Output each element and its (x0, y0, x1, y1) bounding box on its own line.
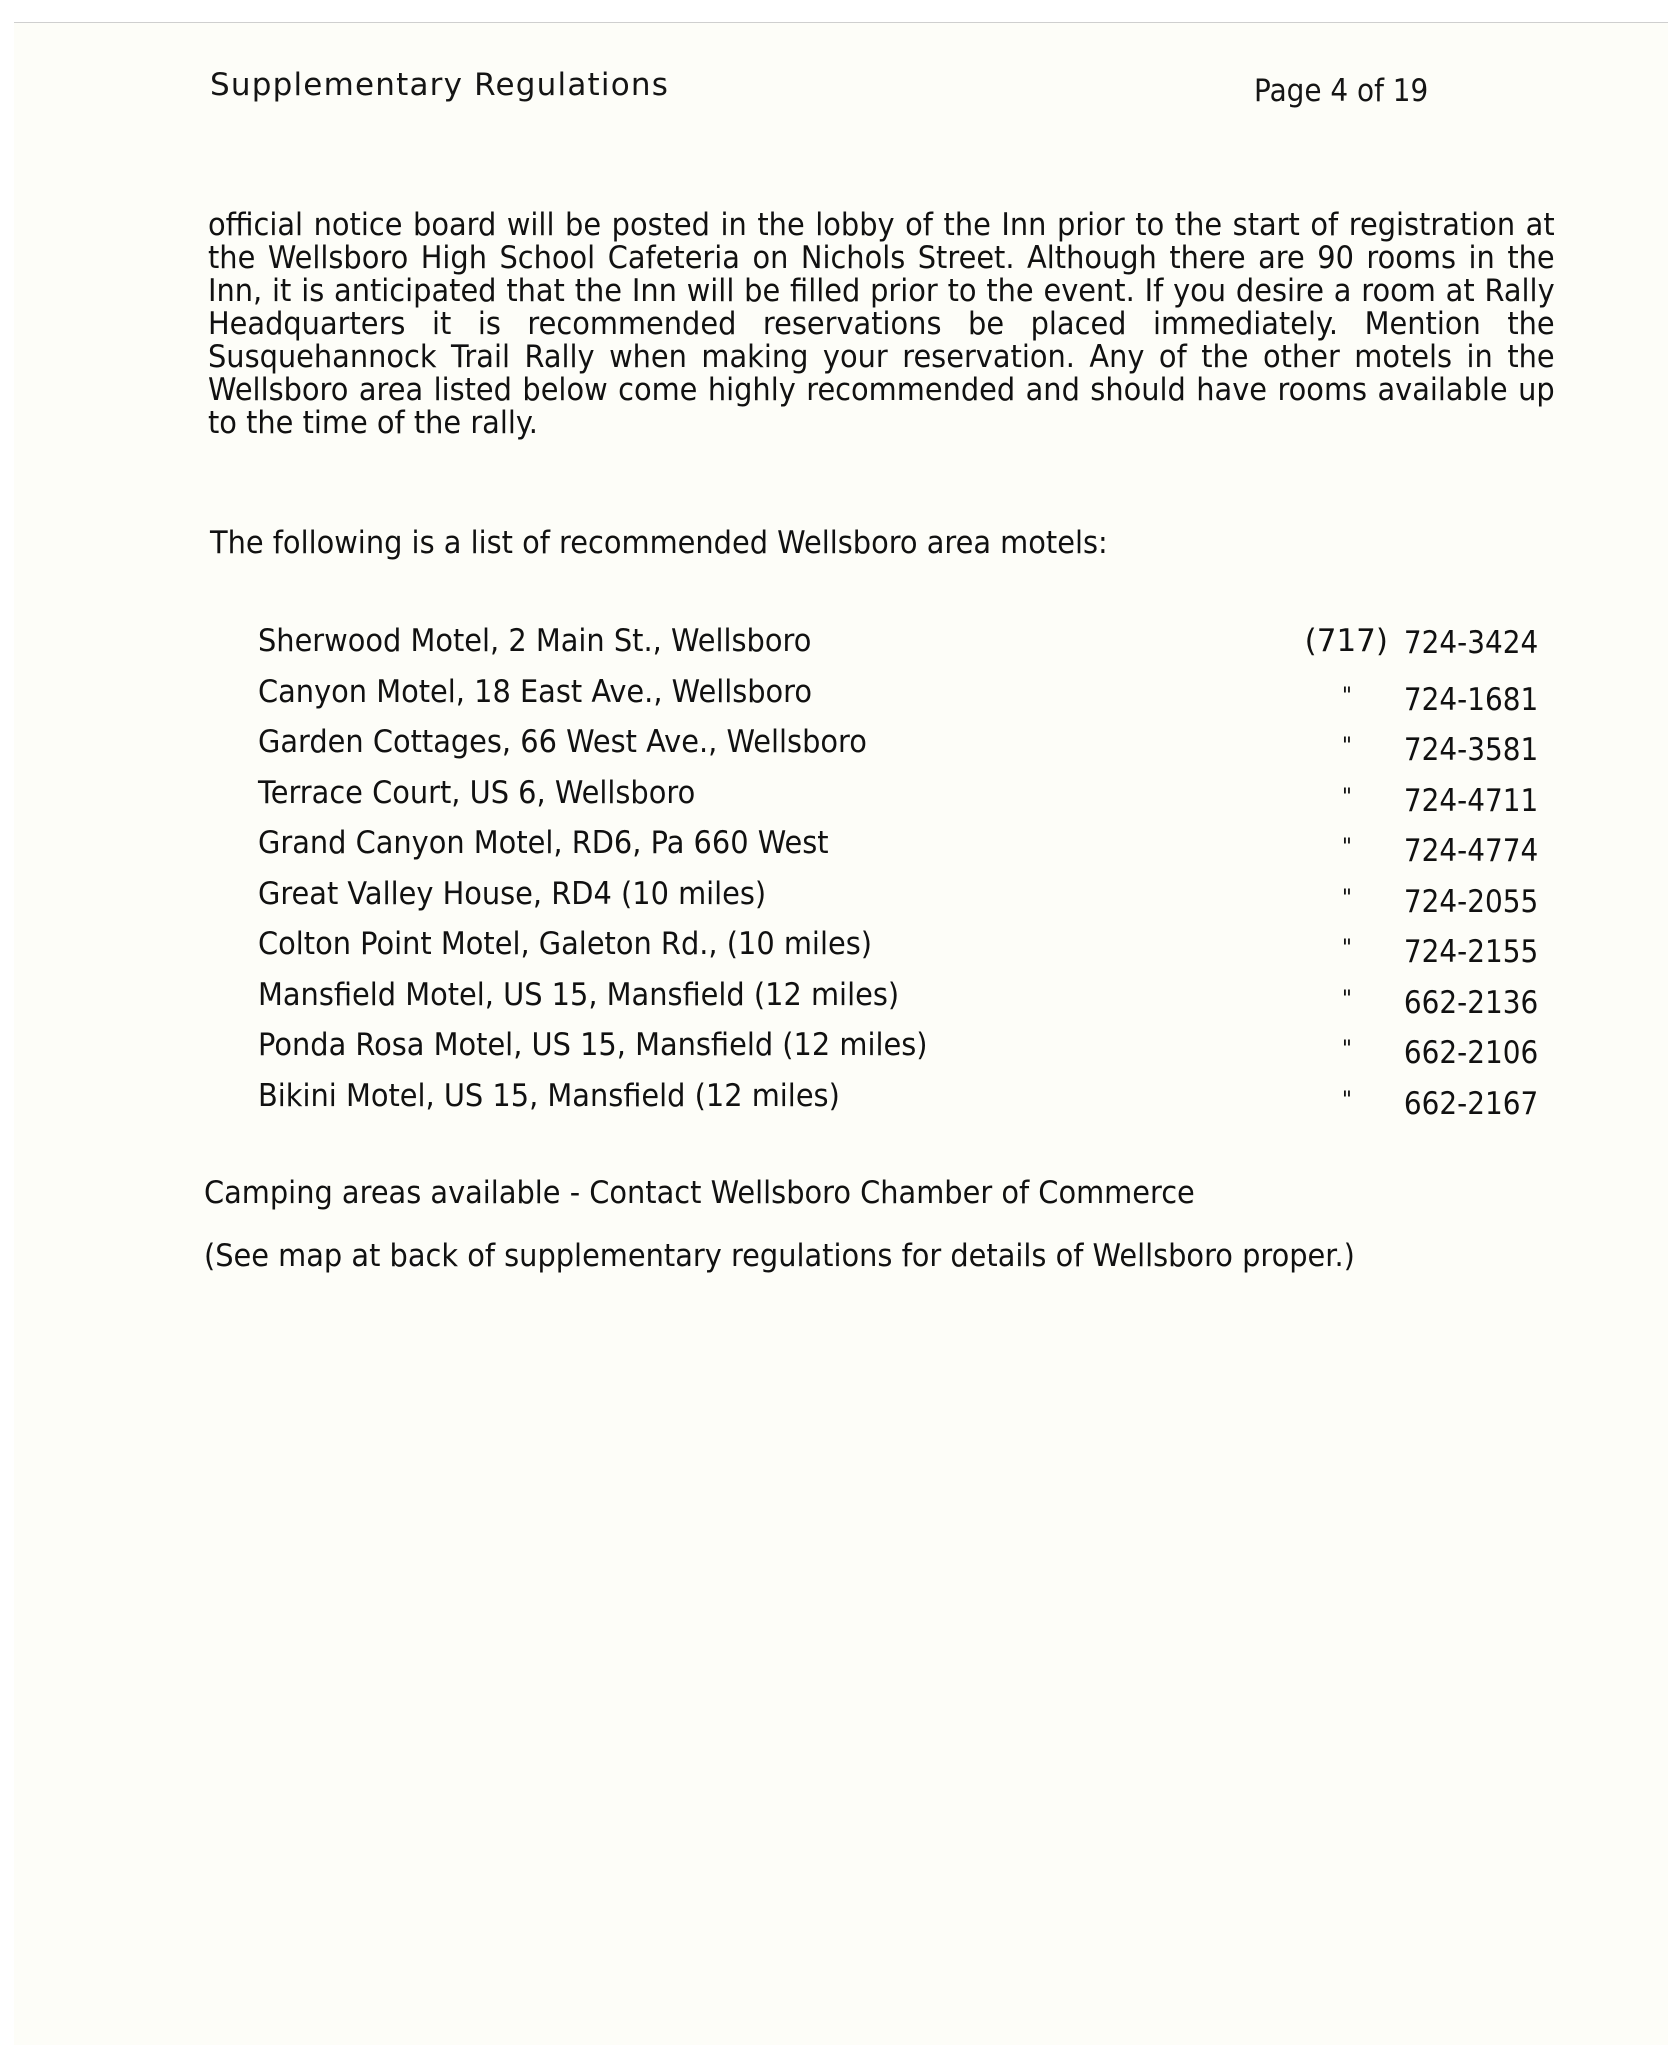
motel-list-intro: The following is a list of recommended Wellsboro area motels: (210, 525, 1108, 561)
body-paragraph: official notice board will be posted in the lobby of the Inn prior to the start of registration at the Wellsboro High School Cafeteria on Nichols Street. Although there are 90 rooms in the Inn, it is anticipated that the Inn will be filled prior to the event. If you desire a room at Rally Headquarters it is recommended reservations be placed immediately. Mention the Susquehannock Trail Rally when making your reservation. Any of the other motels in the Wellsboro area listed below come highly recommended and should have rooms available up to the time of the rally. (208, 207, 1555, 441)
motel-phone: 724-2155 (1403, 934, 1538, 970)
motel-list-item (258, 1078, 1538, 1129)
motel-name: Sherwood Motel, 2 Main St., Wellsboro (258, 623, 812, 659)
motel-list-item (258, 1027, 1538, 1078)
ditto-mark: " (1341, 986, 1352, 1012)
motel-name: Garden Cottages, 66 West Ave., Wellsboro (258, 724, 867, 760)
motel-phone: 724-2055 (1403, 883, 1538, 920)
ditto-mark: " (1341, 784, 1352, 810)
ditto-mark: " (1341, 1087, 1352, 1113)
motel-name: Grand Canyon Motel, RD6, Pa 660 West (258, 825, 829, 861)
motel-list-item (258, 674, 1538, 725)
motel-phone: 724-4774 (1403, 833, 1538, 869)
motel-name: Terrace Court, US 6, Wellsboro (258, 774, 696, 811)
ditto-mark: " (1341, 683, 1352, 709)
motel-list-item (258, 724, 1538, 775)
ditto-mark: " (1341, 734, 1352, 759)
motel-list-item (258, 623, 1538, 674)
motel-name: Mansfield Motel, US 15, Mansfield (12 miles) (258, 976, 900, 1013)
ditto-mark: " (1341, 1037, 1352, 1062)
motel-list-item (258, 977, 1538, 1028)
motel-list-item (258, 876, 1538, 927)
motel-phone: 724-3581 (1403, 732, 1538, 768)
ditto-mark: " (1341, 936, 1352, 961)
motel-phone: 662-2106 (1403, 1035, 1538, 1071)
motel-name: Great Valley House, RD4 (10 miles) (258, 875, 767, 912)
motel-phone: 662-2136 (1403, 984, 1538, 1021)
motel-phone: 724-4711 (1403, 782, 1538, 819)
document-page (14, 22, 1668, 2045)
motel-name: Canyon Motel, 18 East Ave., Wellsboro (258, 673, 813, 710)
motel-list (258, 623, 1538, 1128)
motel-list-item (258, 775, 1538, 826)
ditto-mark: " (1341, 885, 1352, 911)
document-title: Supplementary Regulations (210, 67, 670, 103)
ditto-mark: " (1341, 835, 1352, 860)
motel-list-item (258, 825, 1538, 876)
motel-name: Colton Point Motel, Galeton Rd., (10 miles) (258, 926, 872, 962)
motel-phone: 724-1681 (1403, 681, 1538, 718)
motel-area-code: (717) (1304, 623, 1388, 659)
motel-phone: 662-2167 (1403, 1085, 1538, 1122)
map-reference-note: (See map at back of supplementary regulations for details of Wellsboro proper.) (204, 1238, 1355, 1274)
motel-name: Ponda Rosa Motel, US 15, Mansfield (12 miles) (258, 1027, 928, 1063)
motel-list-item (258, 926, 1538, 977)
motel-name: Bikini Motel, US 15, Mansfield (12 miles) (258, 1077, 840, 1114)
page-indicator: Page 4 of 19 (1254, 73, 1429, 109)
motel-phone: 724-3424 (1403, 625, 1538, 661)
camping-note: Camping areas available - Contact Wellsboro Chamber of Commerce (204, 1175, 1195, 1211)
